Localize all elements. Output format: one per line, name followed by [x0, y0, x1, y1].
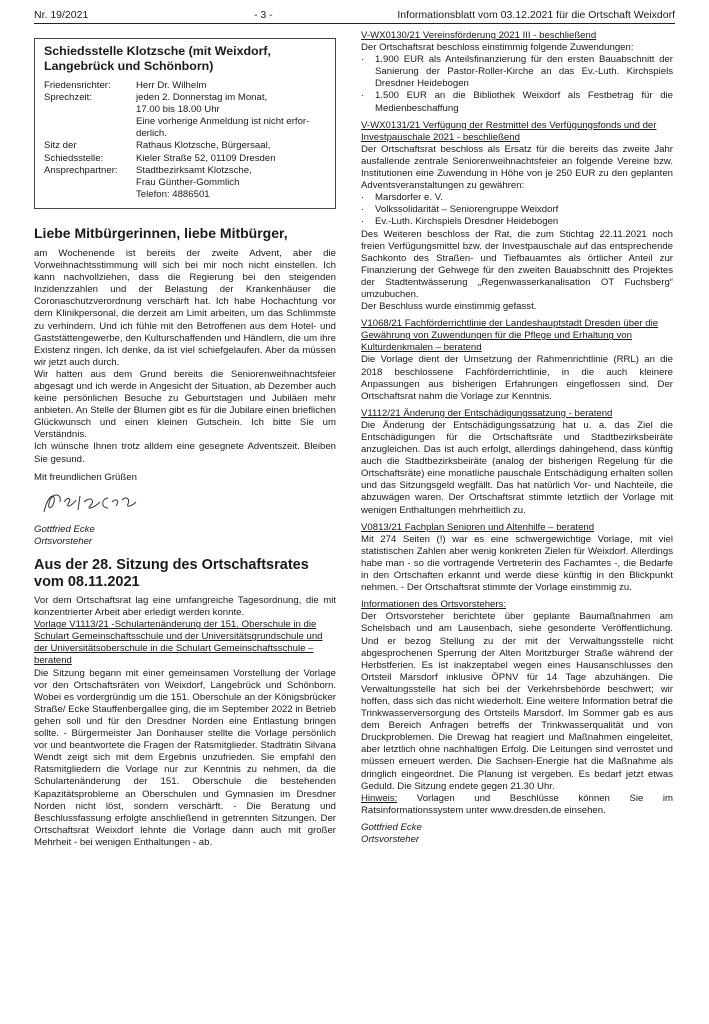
info-key: Sitz der: [44, 140, 77, 152]
item-title: V1112/21 Änderung der Entschädigungssatzung - beratend: [361, 407, 613, 419]
hint-label: Hinweis:: [361, 792, 398, 804]
info-row: [44, 80, 326, 92]
info-key: Sprechzeit:: [44, 92, 92, 104]
author-name: Gottfried Ecke: [34, 523, 95, 535]
info-value: Herr Dr. Wilhelm: [136, 80, 207, 91]
info-row: [44, 92, 326, 140]
author-name: Gottfried Ecke: [361, 821, 422, 833]
arbitration-box: [34, 38, 336, 209]
signature-image: [38, 488, 158, 518]
info-value: Stadtbezirksamt Klotzsche, Frau Günther-Gommlich Telefon: 4886501: [136, 164, 252, 200]
list-item: · Marsdorfer e. V.: [361, 192, 443, 204]
info-key: Friedensrichter:: [44, 80, 111, 91]
page-number: - 3 -: [254, 9, 273, 21]
item-text: Der Beschluss wurde einstimmig gefasst.: [361, 301, 537, 313]
session-heading: Aus der 28. Sitzung des Ortschaftsrates vom 08.11.2021: [34, 557, 309, 590]
session-intro: Vor dem Ortschaftsrat lag eine umfangreiche Tagesordnung, die mit konzentrierter Arbeit aber erledigt werden konnte.: [34, 595, 336, 619]
item-text: Die Änderung der Entschädigungssatzung hat u. a. das Ziel die Entschädigungen für die Ortschaftsräte und Stadtbezirksbeiräte anzugleichen. Das ist auch erfolgt, allerdings dahingehend, dass künftig auch die Stadtbezirksbeiräte (analog der bisherigen Regelung für die Ortschaftsräte) eine monatliche pauschale Entschädigung erhalten sollen und das Sitzungsgeld wegfällt. Das hat natürlich Vor- und Nachteile, die abzuwägen waren. Der Ortschaftsrat stimmte letztlich der Vorlage mit wenigen Enthaltungen mehrheitlich zu.: [361, 419, 673, 516]
info-key: Schiedsstelle:: [44, 152, 104, 164]
list-item: · 1.900 EUR als Anteilsfinanzierung für den ersten Bauabschnitt der Sanierung der Pastor-Roller-Kirche an das Ev.-Luth. Kirchspiels Dresdner Heidebogen: [361, 54, 673, 90]
item-text: Der Ortsvorsteher berichtete über geplante Baumaßnahmen am Schelsbach und am Lausenbach, siehe gesonderte Veröffentlichung. Und er bezog Stellung zu der mit der Verwaltungsstelle nicht abgesprochenen Sperrung der Alten Moritzburger Straße während der Herbstferien. Es ist inakzeptabel wegen eines Hausanschlusses den Ortsteil Marsdorf inklusive ÖPNV für 14 Tage abzuhängen. Die Verwaltungsstelle hat sich bei der Verkehrsbehörde beschwert; wir hoffen, dass sich das nicht wiederholt. Eine weitere Information betraf die Trinkwasserversorgung des Ortsteils Marsdorf. Im Sommer gab es aus dem Bereich Anfragen betreffs der Trinkwasserqualität und von Druckproblemen. Die Drewag hat reagiert und Maßnahmen eingeleitet, aber letztlich ohne nachhaltigen Erfolg. Die Leitungen sind verrostet und müssen erneuert werden. Die Sachsen-Energie hat die Maßnahme als dringlich eingeordnet. Die Planung ist vergeben. Es bedarf jetzt etwas Geduld. Die Sitzung endete gegen 21.30 Uhr.: [361, 611, 673, 792]
item-title: V-WX0131/21 Verfügung der Restmittel des Verfügungsfonds und der Investpauschale 2021 - beschließend: [361, 119, 657, 143]
arbitration-title: Schiedsstelle Klotzsche (mit Weixdorf, Langebrück und Schönborn): [44, 44, 271, 73]
letter-paragraph: Ich wünsche Ihnen trotz alldem eine gesegnete Adventszeit. Bleiben Sie gesund.: [34, 441, 336, 465]
item-text: Der Ortschaftsrat beschloss einstimmig folgende Zuwendungen:: [361, 42, 634, 54]
item-title: Vorlage V1113/21 -Schulartenänderung der 151. Oberschule in die Schulart Gemeinschaftsschule und der Universitätsgrundschule und der Universitätsoberschule in die Schulart Gemeinschaftsschule – beratend: [34, 619, 323, 667]
list-item: · Volkssolidarität – Seniorengruppe Weixdorf: [361, 204, 559, 216]
item-text: Die Sitzung begann mit einer gemeinsamen Vorstellung der Vorlage vor den Ortschaftsräten von Weixdorf, Langebrück und Schönborn. Wobei es vordergründig um die 151. Oberschule an der Königsbrücker Straße/ Ecke Stauffenbergallee ging, die im September 2022 in Betrieb gehen soll und für den Dresdner Norden eine Entlastung bringen sollte. - Bürgermeister Jan Donhauser stellte die Vorlage persönlich vor und beantwortete die Fragen der Ratsmitglieder. Stadträtin Silvana Wendt zeigt sich mit dem Ergebnis unzufrieden. Sie empfahl den Ratsmitgliedern die Vorlage nur zur Kenntnis zu nehmen, da die Schulartenänderung der 151. Oberschule die bestehenden Kapazitätsprobleme an Oberschulen und Gymnasien im Dresdner Norden nicht löst, sondern verschärft. - Die Beratung und Beschlussfassung erfolgte anschließend in getrennten Sitzungen. Der Ortschaftsrat Weixdorf lehnte die Vorlage dann auch mit großer Mehrheit - bei wenigen Enthaltungen - ab.: [34, 667, 336, 848]
item-text: Die Vorlage dient der Umsetzung der Rahmenrichtlinie (RRL) an die 2018 beschlossene Fachförderrichtlinie, in die auch kleinere Anpassungen aus bisherigen Erfahrungen eingeflossen sind. Der Ortschaftsrat nahm die Vorlage zur Kenntnis.: [361, 354, 673, 402]
right-column: [361, 30, 673, 846]
info-key: Ansprechpartner:: [44, 164, 118, 176]
hint-text: Hinweis: Vorlagen und Beschlüsse können Sie im Ratsinformationssystem unter www.dresden.de einsehen.: [361, 792, 673, 816]
item-text: Der Ortschaftsrat beschloss als Ersatz für die bereits das zweite Jahr ausfallende zentrale Seniorenweihnachtsfeier an folgende Vereine bzw. Institutionen eine Zuwendung in Höhe von je 250 EUR zu den geplanten Adventsveranstaltungen zu gewähren:: [361, 143, 673, 192]
list-item: · 1.500 EUR an die Bibliothek Weixdorf als Festbetrag für die Medienbeschaffung: [361, 90, 673, 114]
item-title: V-WX0130/21 Vereinsförderung 2021 III - beschließend: [361, 30, 597, 41]
letter-paragraph: am Wochenende ist bereits der zweite Advent, aber die Vorweihnachtsstimmung will sich bei mir noch nicht einstellen. Ich kann nachvollziehen, dass die Regierung bei den steigenden Inzidenzzahlen und der Belastung der Krankenhäuser die Coronaschutzverordnung verschärft hat. Ich habe Hochachtung vor dem Klinikpersonal, die derzeit am Limit arbeiten, um das Schlimmste zu verhindern. Und ich fühle mit den Betroffenen aus dem Hotel- und Gaststättengewerbe, den Kulturschaffenden und Händlern, die um ihre Existenz ringen. Ich denke, da ist viel schiefgelaufen. Aber da müssen wir jetzt auch durch.: [34, 247, 336, 368]
issue-number: Nr. 19/2021: [34, 9, 89, 21]
info-row: [44, 140, 326, 152]
item-title: V0813/21 Fachplan Senioren und Altenhilfe – beratend: [361, 521, 595, 533]
author-role: Ortsvorsteher: [34, 535, 93, 547]
item-title: V1068/21 Fachförderrichtlinie der Landeshauptstadt Dresden über die Gewährung von Zuwendungen für die Pflege und Erhaltung von Kulturdenkmalen – beratend: [361, 318, 659, 354]
letter-paragraph: Wir hatten aus dem Grund bereits die Seniorenweihnachtsfeier abgesagt und ich werde in Angesicht der Situation, ab Dezember auch keine persönlichen Besuche zu Geburtstagen und Jubiläen mehr anbieten. An Stelle der Blumen gibt es für die Jubilare einen brieflichen Glückwunsch und einen kleinen Gutschein. Ich bitte Sie um Verständnis.: [34, 368, 336, 441]
author-role: Ortsvorsteher: [361, 834, 420, 845]
item-title: Informationen des Ortsvorstehers:: [361, 599, 507, 611]
publication-title: Informationsblatt vom 03.12.2021 für die Ortschaft Weixdorf: [397, 9, 675, 21]
list-item: · Ev.-Luth. Kirchspiels Dresdner Heidebogen: [361, 216, 559, 228]
info-value: Rathaus Klotzsche, Bürgersaal,: [136, 140, 271, 152]
info-row: [44, 153, 326, 165]
info-value: Kieler Straße 52, 01109 Dresden: [136, 152, 276, 164]
item-text: Des Weiteren beschloss der Rat, die zum Stichtag 22.11.2021 noch freien Verfügungsmittel bzw. der Investpauschale auf das entsprechende Sachkonto des Straßen- und Tiefbauamtes als örtlicher Anteil zur Finanzierung der Gehwege für den zweiten Bauabschnitt des Projektes der Stadtentwässerung „Regenwasserkanalisation OT Fuchsberg“ umzubuchen.: [361, 228, 673, 300]
info-value: jeden 2. Donnerstag im Monat, 17.00 bis 18.00 Uhr Eine vorherige Anmeldung ist nicht erfor- derlich.: [136, 92, 310, 140]
letter-closing: Mit freundlichen Grüßen: [34, 471, 137, 483]
info-row: [44, 165, 326, 201]
page-header: [34, 8, 675, 24]
left-column: [34, 38, 336, 849]
item-text: Mit 274 Seiten (!) war es eine schwergewichtige Vorlage, mit viel statistischen Zahlen aber wenig konkreten Zielen für Weixdorf. Allerdings habe man - so die vortragende Vertreterin des Fachamtes -, die Bedarfe in den Ortschaften erkannt und werde diese künftig in den Blickpunkt nehmen. - Der Ortschaftsrat stimmte der Vorlage einstimmig zu.: [361, 533, 673, 594]
letter-heading: Liebe Mitbürgerinnen, liebe Mitbürger,: [34, 224, 288, 241]
